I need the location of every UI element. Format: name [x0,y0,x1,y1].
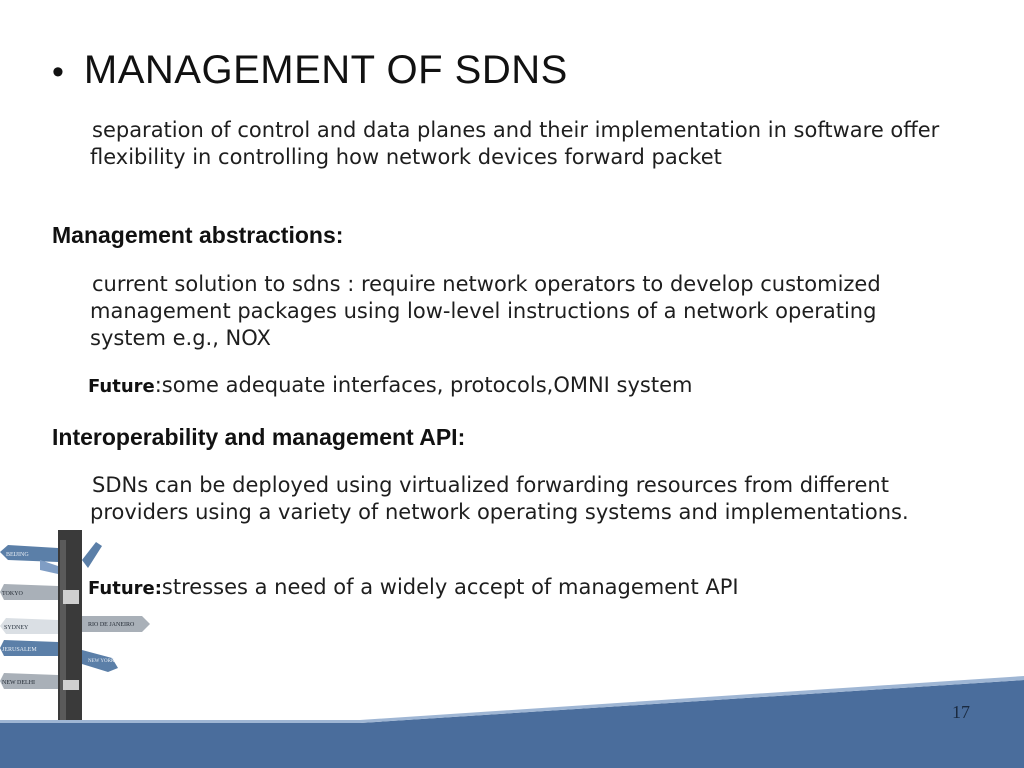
section-heading-management-abstractions: Management abstractions: [52,222,344,248]
future-line-1 [88,373,692,397]
footer-blue-shape [0,680,1024,768]
management-abstractions-paragraph [90,271,950,352]
interoperability-paragraph [90,472,950,526]
future-text: :some adequate interfaces, protocols,OMNI system [154,373,693,397]
intro-paragraph [90,117,950,171]
title-row [52,48,568,93]
sign-label-jerusalem: JERUSALEM [2,647,37,653]
sign-label-new-york: NEW YORK [88,659,115,664]
paragraph-text: current solution to sdns : require network operators to develop customized management packages using low-level instructions of a network operating system e.g., NOX [90,272,881,350]
sign-small-blue [40,560,58,574]
section-heading-interoperability: Interoperability and management API: [52,424,466,450]
intro-text: separation of control and data planes and their implementation in software offer flexibility in controlling how network devices forward packet [90,118,940,169]
slide-title: MANAGEMENT OF SDNS [83,48,568,92]
future-label: Future [88,376,155,397]
sign-label-sydney: SYDNEY [4,625,29,631]
future-label: Future: [88,578,162,599]
sign-label-beijing: BEIJING [6,552,29,558]
future-text: stresses a need of a widely accept of management API [161,575,739,599]
sign-label-new-delhi: NEW DELHI [2,680,36,686]
signpost-plate [63,590,79,604]
footer-band [0,676,1024,768]
sign-label-tokyo: TOKYO [2,591,23,597]
future-line-2 [88,575,739,599]
sign-tilted [82,542,102,568]
paragraph-text: SDNs can be deployed using virtualized forwarding resources from different providers using a variety of network operating systems and implementations. [90,473,909,524]
sign-label-rio: RIO DE JANEIRO [88,622,135,628]
bullet-point: • [52,53,64,91]
page-number: 17 [952,702,970,722]
